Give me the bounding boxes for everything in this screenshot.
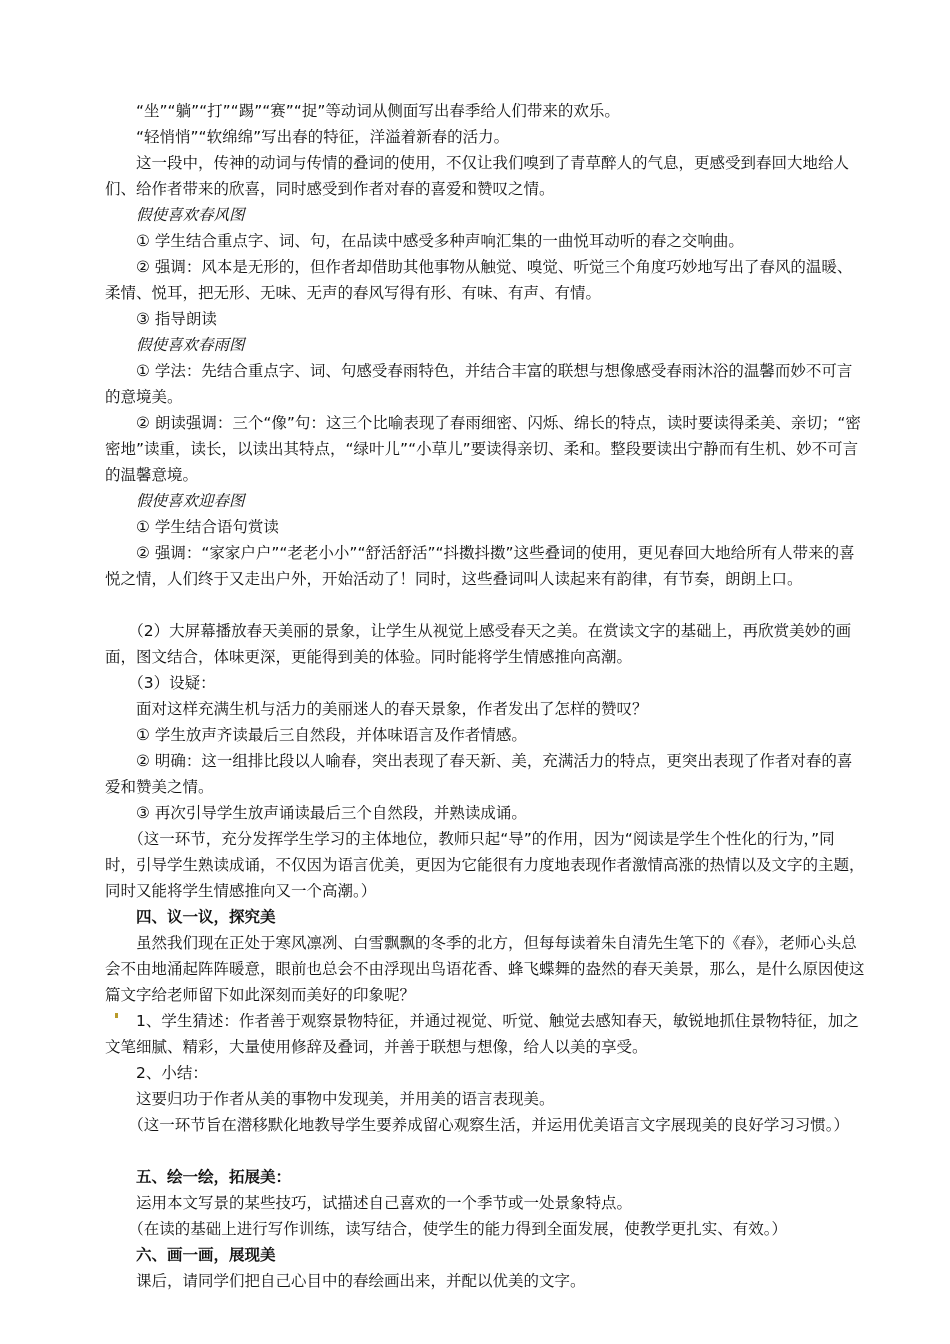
section-heading: 四、议一议，探究美 — [136, 908, 276, 926]
paragraph: （这一环节旨在潜移默化地教导学生要养成留心观察生活，并运用优美语言文字展现美的良好学习习惯。） — [128, 1116, 850, 1134]
paragraph: 1、学生猜述：作者善于观察景物特征，并通过视觉、听觉、触觉去感知春天，敏锐地抓住景物特征，加之文笔细腻、精彩，大量使用修辞及叠词，并善于联想与想像，给人以美的享受。 — [105, 1012, 859, 1056]
paragraph: （在读的基础上进行写作训练，读写结合，使学生的能力得到全面发展，使教学更扎实、有效。） — [128, 1220, 788, 1238]
paragraph: ③ 指导朗读 — [136, 310, 217, 328]
paragraph: （这一环节，充分发挥学生学习的主体地位，教师只起“导”的作用，因为“阅读是学生个性化的行为，”同时，引导学生熟读成诵，不仅因为语言优美，更因为它能很有力度地表现作者激情高涨的热情以及文字的主题，同时又能将学生情感推向又一个高潮。） — [105, 830, 865, 900]
paragraph: 这要归功于作者从美的事物中发现美，并用美的语言表现美。 — [136, 1090, 555, 1108]
paragraph: “坐”“躺”“打”“踢”“赛”“捉”等动词从侧面写出春季给人们带来的欢乐。 — [136, 102, 620, 120]
paragraph: 虽然我们现在正处于寒风凛冽、白雪飘飘的冬季的北方，但每每读着朱自清先生笔下的《春》，老师心头总会不由地涌起阵阵暖意，眼前也总会不由浮现出鸟语花香、蜂飞蝶舞的盎然的春天美景，那么，是什么原因使这篇文字给老师留下如此深刻而美好的印象呢？ — [105, 934, 865, 1004]
paragraph: ② 朗读强调：三个“像”句：这三个比喻表现了春雨细密、闪烁、绵长的特点，读时要读得柔美、亲切；“密密地”读重，读长，以读出其特点，“绿叶儿”“小草儿”要读得亲切、柔和。整段要读出宁静而有生机、妙不可言的温馨意境。 — [105, 414, 861, 484]
paragraph: ② 明确：这一组排比段以人喻春，突出表现了春天新、美，充满活力的特点，更突出表现了作者对春的喜爱和赞美之情。 — [105, 752, 853, 796]
paragraph: 课后，请同学们把自己心目中的春绘画出来，并配以优美的文字。 — [136, 1272, 586, 1290]
paragraph: ① 学生结合重点字、词、句，在品读中感受多种声响汇集的一曲悦耳动听的春之交响曲。 — [136, 232, 744, 250]
paragraph: ② 强调：风本是无形的，但作者却借助其他事物从触觉、嗅觉、听觉三个角度巧妙地写出了春风的温暖、柔情、悦耳，把无形、无味、无声的春风写得有形、有味、有声、有情。 — [105, 258, 853, 302]
subheading: 假使喜欢春风图 — [136, 206, 245, 224]
section-heading: 六、画一画，展现美 — [136, 1246, 276, 1264]
paragraph: 2、小结： — [136, 1064, 208, 1082]
paragraph: 面对这样充满生机与活力的美丽迷人的春天景象，作者发出了怎样的赞叹？ — [136, 700, 648, 718]
paragraph: 这一段中，传神的动词与传情的叠词的使用，不仅让我们嗅到了青草醉人的气息，更感受到春回大地给人们、给作者带来的欣喜，同时感受到作者对春的喜爱和赞叹之情。 — [105, 154, 850, 198]
paragraph: ② 强调：“家家户户”“老老小小”“舒活舒活”“抖擞抖擞”这些叠词的使用，更见春回大地给所有人带来的喜悦之情，人们终于又走出户外，开始活动了！同时，这些叠词叫人读起来有韵律，有节奏，朗朗上口。 — [105, 544, 855, 588]
paragraph: ① 学法：先结合重点字、词、句感受春雨特色，并结合丰富的联想与想像感受春雨沐浴的温馨而妙不可言的意境美。 — [105, 362, 853, 406]
paragraph: ① 学生结合语句赏读 — [136, 518, 279, 536]
paragraph: 运用本文写景的某些技巧，试描述自己喜欢的一个季节或一处景象特点。 — [136, 1194, 633, 1212]
section-heading: 五、绘一绘，拓展美： — [136, 1168, 292, 1186]
subheading: 假使喜欢迎春图 — [136, 492, 245, 510]
subheading: 假使喜欢春雨图 — [136, 336, 245, 354]
paragraph: “轻悄悄”“软绵绵”写出春的特征，洋溢着新春的活力。 — [136, 128, 510, 146]
paragraph: ① 学生放声齐读最后三自然段，并体味语言及作者情感。 — [136, 726, 527, 744]
paragraph: ③ 再次引导学生放声诵读最后三个自然段，并熟读成诵。 — [136, 804, 527, 822]
paragraph: （2）大屏幕播放春天美丽的景象，让学生从视觉上感受春天之美。在赏读文字的基础上，再欣赏美妙的画面，图文结合，体味更深，更能得到美的体验。同时能将学生情感推向高潮。 — [105, 622, 852, 666]
paragraph: （3）设疑： — [128, 674, 216, 692]
